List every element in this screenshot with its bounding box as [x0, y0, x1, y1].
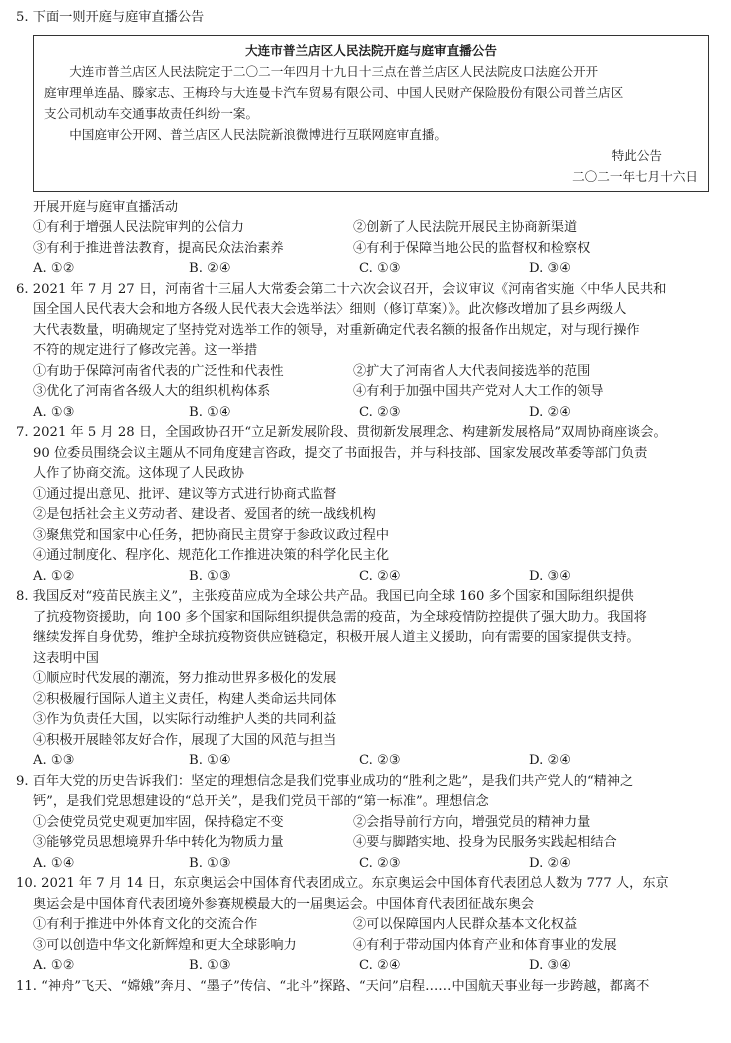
q8-stem-line-2: 了抗疫物资援助，向 100 多个国家和国际组织提供急需的疫苗，为全球疫情防控提供了强大助力。我国将	[33, 609, 647, 625]
notice-paragraph-1-line-3: 支公司机动车交通事故责任纠纷一案。	[44, 105, 259, 121]
notice-paragraph-1-line-2: 庭审理单连晶、滕家志、王梅玲与大连曼卡汽车贸易有限公司、中国人民财产保险股份有限公司普兰店区	[44, 84, 624, 100]
q8-stem-line-3: 继续发挥自身优势，维护全球抗疫物资供应链稳定，积极开展人道主义援助，向有需要的国家提供支持。	[33, 630, 640, 645]
q9-option-1: ①会使党员党史观更加牢固，保持稳定不变	[33, 814, 284, 830]
notice-paragraph-1-line-1: 大连市普兰店区人民法院定于二〇二一年四月十九日十三点在普兰店区人民法院皮口法庭公开开	[69, 63, 599, 79]
q6-stem-line-3: 大代表数量，明确规定了坚持党对选举工作的领导，对重新确定代表名额的报备作出规定，对与现行操作	[33, 322, 640, 338]
q9-option-2: ②会指导前行方向，增强党员的精神力量	[353, 814, 591, 830]
q8-choice-b[interactable]: B. ①④	[189, 753, 231, 768]
q8-option-4: ④积极开展睦邻友好合作，展现了大国的风范与担当	[33, 732, 337, 748]
q9-option-4: ④要与脚踏实地、投身为民服务实践起相结合	[353, 835, 617, 850]
q10-stem-line-2: 奥运会是中国体育代表团境外参赛规模最大的一届奥运会。中国体育代表团征战东奥会	[33, 896, 535, 912]
notice-paragraph-2: 中国庭审公开网、普兰店区人民法院新浪微博进行互联网庭审直播。	[69, 126, 447, 142]
q10-option-4: ④有利于带动国内体育产业和体育事业的发展	[353, 937, 617, 953]
q9-choice-a[interactable]: A. ①④	[33, 855, 75, 871]
q10-option-2: ②可以保障国内人民群众基本文化权益	[353, 917, 578, 932]
notice-sign: 特此公告	[611, 147, 662, 163]
q9-stem-line-1: 9. 百年大党的历史告诉我们：坚定的理想信念是我们党事业成功的“胜利之匙”，是我们共产党人的“精神之	[16, 773, 634, 789]
q6-choice-c[interactable]: C. ②③	[359, 404, 401, 420]
q6-stem-line-1: 6. 2021 年 7 月 27 日，河南省十三届人大常委会第二十六次会议召开，会议审议《河南省实施〈中华人民共和	[16, 281, 667, 297]
q6-stem-line-2: 国全国人民代表大会和地方各级人民代表大会选举法〉细则（修订草案）》。此次修改增加了县乡两级人	[33, 302, 627, 317]
q5-choice-b[interactable]: B. ②④	[189, 261, 231, 276]
q5-option-4: ④有利于保障当地公民的监督权和检察权	[353, 240, 591, 256]
q5-option-2: ②创新了人民法院开展民主协商新渠道	[353, 220, 578, 235]
q8-choice-a[interactable]: A. ①③	[33, 753, 75, 768]
q10-option-3: ③可以创造中华文化新辉煌和更大全球影响力	[33, 937, 297, 953]
q7-option-2: ②是包括社会主义劳动者、建设者、爱国者的统一战线机构	[33, 507, 376, 522]
q8-stem-line-1: 8. 我国反对“疫苗民族主义”，主张疫苗应成为全球公共产品。我国已向全球 160 多个国家和国际组织提供	[16, 589, 634, 604]
q6-choice-d[interactable]: D. ②④	[529, 404, 572, 420]
q10-choice-c[interactable]: C. ②④	[359, 958, 401, 973]
q9-choice-b[interactable]: B. ①③	[189, 855, 231, 871]
q10-choice-b[interactable]: B. ①③	[189, 958, 231, 973]
q7-option-1: ①通过提出意见、批评、建议等方式进行协商式监督	[33, 486, 337, 502]
q5-choice-a[interactable]: A. ①②	[33, 261, 75, 276]
q10-choice-d[interactable]: D. ③④	[529, 958, 572, 973]
q9-option-3: ③能够党员思想境界升华中转化为物质力量	[33, 835, 284, 850]
q9-choice-d[interactable]: D. ②④	[529, 855, 572, 871]
q7-stem-line-2: 90 位委员围绕会议主题从不同角度建言咨政，提交了书面报告，并与科技部、国家发展改革委等部门负责	[33, 445, 648, 461]
q7-option-3: ③聚焦党和国家中心任务，把协商民主贯穿于参政议政过程中	[33, 527, 390, 543]
q7-stem-line-3: 人作了协商交流。这体现了人民政协	[33, 466, 244, 481]
q9-stem-line-2: 钙”，是我们党思想建设的“总开关”，是我们党员干部的“第一标准”。理想信念	[33, 794, 489, 809]
q7-choice-a[interactable]: A. ①②	[33, 568, 75, 584]
q8-choice-d[interactable]: D. ②④	[529, 753, 572, 768]
q5-option-1: ①有利于增强人民法院审判的公信力	[33, 220, 244, 235]
q8-option-2: ②积极履行国际人道主义责任，构建人类命运共同体	[33, 691, 337, 707]
q5-choice-d[interactable]: D. ③④	[529, 261, 572, 276]
q7-choice-b[interactable]: B. ①③	[189, 568, 231, 584]
notice-date: 二〇二一年七月十六日	[572, 168, 698, 184]
q5-choice-c[interactable]: C. ①③	[359, 261, 401, 276]
q8-option-1: ①顺应时代发展的潮流，努力推动世界多极化的发展	[33, 671, 337, 686]
q8-option-3: ③作为负责任大国，以实际行动维护人类的共同利益	[33, 712, 337, 727]
q5-lead: 开展开庭与庭审直播活动	[33, 199, 179, 215]
q5-stem: 5. 下面一则开庭与庭审直播公告	[16, 10, 205, 25]
q8-choice-c[interactable]: C. ②③	[359, 753, 401, 768]
q5-option-3: ③有利于推进普法教育，提高民众法治素养	[33, 240, 284, 256]
q6-stem-line-4: 不符的规定进行了修改完善。这一举措	[33, 343, 258, 358]
q10-choice-a[interactable]: A. ①②	[33, 958, 75, 973]
q6-option-2: ②扩大了河南省人大代表间接选举的范围	[353, 363, 591, 379]
q9-choice-c[interactable]: C. ②③	[359, 855, 401, 871]
q7-stem-line-1: 7. 2021 年 5 月 28 日，全国政协召开“立足新发展阶段、贯彻新发展理念、构建新发展格局”双周协商座谈会。	[16, 425, 667, 440]
q7-choice-c[interactable]: C. ②④	[359, 568, 401, 584]
q10-option-1: ①有利于推进中外体育文化的交流合作	[33, 917, 258, 932]
q7-option-4: ④通过制度化、程序化、规范化工作推进决策的科学化民主化	[33, 548, 390, 563]
notice-title: 大连市普兰店区人民法院开庭与庭审直播公告	[245, 42, 497, 58]
court-notice-box	[33, 35, 709, 192]
q10-stem-line-1: 10. 2021 年 7 月 14 日，东京奥运会中国体育代表团成立。东京奥运会中国体育代表团总人数为 777 人，东京	[16, 876, 669, 891]
q7-choice-d[interactable]: D. ③④	[529, 568, 572, 584]
q6-option-1: ①有助于保障河南省代表的广泛性和代表性	[33, 363, 284, 379]
q6-choice-b[interactable]: B. ①④	[189, 404, 231, 420]
q8-stem-line-4: 这表明中国	[33, 650, 99, 666]
q6-option-3: ③优化了河南省各级人大的组织机构体系	[33, 384, 271, 399]
q6-choice-a[interactable]: A. ①③	[33, 404, 75, 420]
q11-stem-line-1: 11. “神舟”飞天、“嫦娥”奔月、“墨子”传信、“北斗”探路、“天问”启程……中国航天事业每一步跨越，都离不	[16, 978, 650, 994]
q6-option-4: ④有利于加强中国共产党对人大工作的领导	[353, 384, 604, 399]
